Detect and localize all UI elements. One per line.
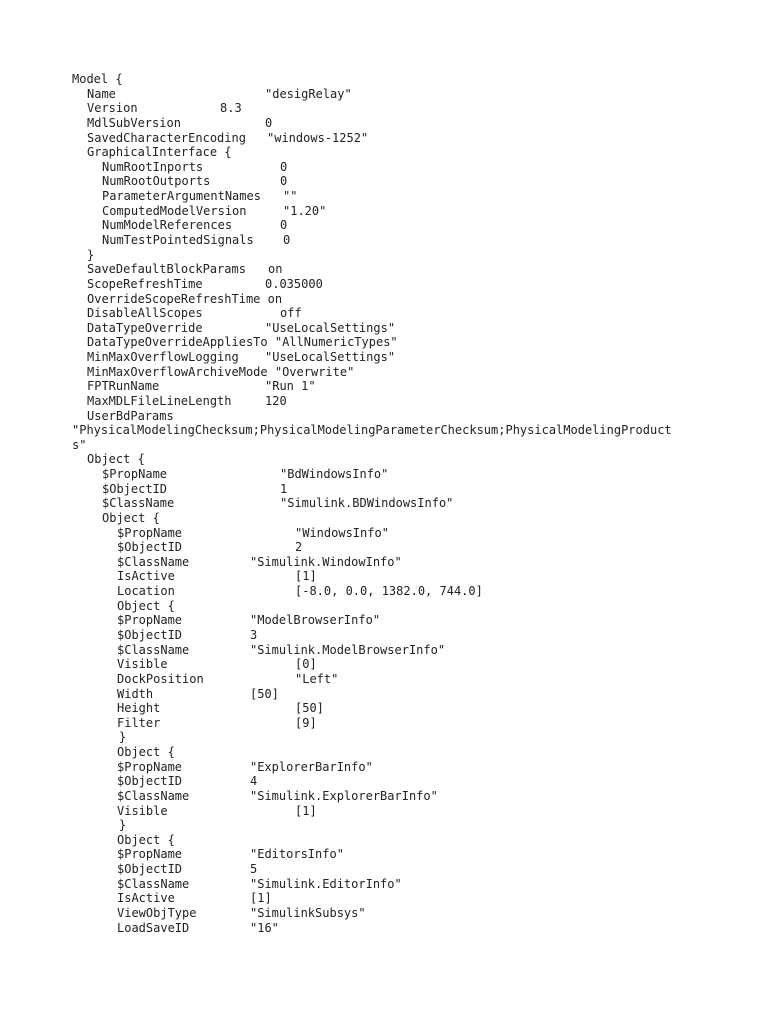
code-key: IsActive	[117, 569, 175, 584]
code-key: Filter	[117, 715, 161, 730]
code-value: "16"	[250, 920, 279, 935]
code-value: "desigRelay"	[265, 86, 352, 101]
code-key: DataTypeOverrideAppliesTo "AllNumericTypes"	[87, 335, 398, 350]
code-value: 0	[283, 232, 291, 247]
code-key: Version	[87, 101, 138, 116]
code-key: SavedCharacterEncoding	[87, 130, 246, 145]
code-value: 0.035000	[265, 276, 323, 291]
code-key: ScopeRefreshTime	[87, 276, 203, 291]
code-key: GraphicalInterface {	[87, 145, 232, 160]
code-value: [1]	[295, 569, 317, 584]
code-key: $PropName	[117, 613, 183, 628]
code-key: Height	[117, 701, 161, 716]
code-key: Object {	[87, 452, 145, 467]
code-value: "ExplorerBarInfo"	[250, 759, 373, 774]
code-key: ParameterArgumentNames	[102, 189, 261, 203]
code-key: Visible	[117, 657, 168, 672]
code-key: DockPosition	[117, 671, 204, 686]
code-key: NumRootInports	[102, 159, 204, 174]
code-key: Location	[117, 584, 175, 599]
code-value: [9]	[295, 715, 317, 730]
code-value: "EditorsInfo"	[250, 847, 344, 862]
code-value: "Left"	[295, 671, 339, 686]
code-key: NumRootOutports	[102, 174, 211, 189]
code-value: 4	[250, 774, 258, 789]
code-value: 120	[265, 393, 287, 408]
code-value: "ModelBrowserInfo"	[250, 613, 381, 628]
code-key: FPTRunName	[87, 379, 160, 394]
code-value: "Simulink.WindowInfo"	[250, 554, 402, 569]
code-key: $ObjectID	[117, 627, 183, 642]
code-value: "Run 1"	[265, 379, 316, 394]
code-key: NumTestPointedSignals	[102, 232, 254, 247]
code-value: "windows-1252"	[267, 130, 369, 145]
code-value: 0	[280, 159, 288, 174]
code-value: 8.3	[220, 101, 242, 116]
code-key: OverrideScopeRefreshTime on	[87, 291, 283, 306]
code-value: 0	[280, 218, 288, 233]
code-key: Visible	[117, 803, 168, 818]
code-key: DataTypeOverride	[87, 320, 203, 335]
code-key: SaveDefaultBlockParams	[87, 262, 246, 277]
code-key: MinMaxOverflowLogging	[87, 350, 239, 364]
code-key: $PropName	[117, 847, 183, 862]
code-value: "Simulink.EditorInfo"	[250, 876, 402, 891]
code-key: $PropName	[102, 467, 168, 481]
code-value: [0]	[295, 657, 317, 672]
code-value: on	[268, 262, 283, 277]
code-key: ComputedModelVersion	[102, 203, 247, 218]
code-value: 0	[280, 174, 288, 189]
code-key: }	[119, 818, 127, 833]
code-value: [1]	[295, 803, 317, 818]
code-key: Width	[117, 686, 154, 701]
code-key: $ObjectID	[117, 540, 183, 555]
code-value: 3	[250, 627, 258, 642]
code-value: "BdWindowsInfo"	[280, 467, 389, 481]
code-key: Object {	[117, 598, 175, 613]
code-key: MdlSubVersion	[87, 115, 181, 130]
code-key: "PhysicalModelingChecksum;PhysicalModelingParameterChecksum;PhysicalModelingProduct	[72, 423, 672, 438]
code-key: }	[119, 730, 127, 745]
code-key: $ClassName	[117, 876, 190, 891]
code-value: "1.20"	[283, 203, 327, 218]
code-key: Object {	[117, 832, 175, 847]
code-value: ""	[283, 189, 298, 203]
code-key: $ObjectID	[117, 774, 183, 789]
code-key: Object {	[117, 745, 175, 759]
code-key: $PropName	[117, 525, 183, 540]
code-key: Name	[87, 86, 116, 101]
code-key: $ObjectID	[117, 862, 183, 876]
code-value: 2	[295, 540, 303, 555]
code-value: "Simulink.ExplorerBarInfo"	[250, 788, 438, 803]
code-key: NumModelReferences	[102, 218, 233, 233]
code-key: $ClassName	[102, 496, 175, 511]
code-value: "UseLocalSettings"	[265, 350, 396, 364]
code-value: "WindowsInfo"	[295, 525, 389, 540]
code-key: s"	[72, 437, 87, 452]
code-value: 0	[265, 115, 273, 130]
code-value: "UseLocalSettings"	[265, 320, 396, 335]
code-key: $PropName	[117, 759, 183, 774]
code-key: UserBdParams	[87, 408, 174, 423]
code-key: MinMaxOverflowArchiveMode "Overwrite"	[87, 364, 355, 379]
code-key: Model {	[72, 72, 123, 86]
code-value: "Simulink.BDWindowsInfo"	[280, 496, 454, 511]
code-key: IsActive	[117, 891, 175, 906]
code-key: ViewObjType	[117, 905, 197, 920]
code-key: }	[87, 247, 95, 262]
code-value: 5	[250, 862, 258, 876]
code-value: [-8.0, 0.0, 1382.0, 744.0]	[295, 584, 483, 599]
code-key: LoadSaveID	[117, 920, 190, 935]
code-key: MaxMDLFileLineLength	[87, 393, 232, 408]
code-key: Object {	[102, 510, 160, 525]
code-key: DisableAllScopes	[87, 306, 203, 321]
code-value: "SimulinkSubsys"	[250, 905, 366, 920]
code-value: [50]	[295, 701, 324, 716]
code-value: [50]	[250, 686, 279, 701]
code-value: off	[280, 306, 302, 321]
code-key: $ClassName	[117, 788, 190, 803]
code-value: "Simulink.ModelBrowserInfo"	[250, 642, 446, 657]
code-key: $ClassName	[117, 554, 190, 569]
code-value: [1]	[250, 891, 272, 906]
code-key: $ObjectID	[102, 481, 168, 496]
code-value: 1	[280, 481, 288, 496]
code-key: $ClassName	[117, 642, 190, 657]
